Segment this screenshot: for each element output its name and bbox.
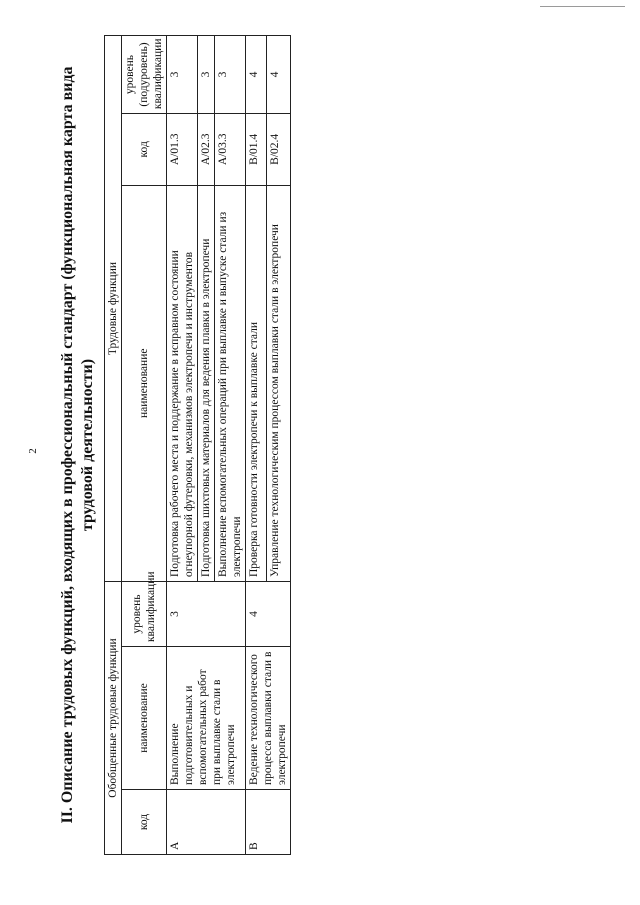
function-code: A — [167, 790, 246, 855]
section-title: II. Описание трудовых функций, входящих в профессиональный стандарт (функциональная карта вида трудовой деятельности) — [59, 66, 96, 824]
labor-function-level: 3 — [215, 36, 246, 114]
scan-edge-mark — [540, 6, 625, 7]
labor-function-level: 4 — [246, 36, 267, 114]
generalized-functions-header: Обобщенные трудовые функции — [105, 582, 122, 855]
tf-code-column-header: код — [122, 114, 167, 185]
functional-map-table — [104, 35, 291, 855]
table-row — [246, 36, 267, 855]
labor-function-level: 4 — [267, 36, 291, 114]
labor-function-name: Подготовка рабочего места и поддержание в исправном состоянии огнеупорной футеровки, механизмов электропечи и инструментов — [167, 185, 198, 581]
labor-functions-header: Трудовые функции — [105, 36, 122, 582]
page-number: 2 — [26, 448, 39, 454]
tf-name-column-header: наименование — [122, 185, 167, 581]
level-column-header: уровень квалификации — [122, 582, 167, 647]
table-row — [167, 36, 198, 855]
labor-function-name: Управление технологическим процессом выплавки стали в электропечи — [267, 185, 291, 581]
labor-function-level: 3 — [198, 36, 215, 114]
function-level: 4 — [246, 582, 291, 647]
labor-function-name: Подготовка шихтовых материалов для ведения плавки в электропечи — [198, 185, 215, 581]
labor-function-code: B/02.4 — [267, 114, 291, 185]
function-level: 3 — [167, 582, 246, 647]
function-name: Выполнение подготовительных и вспомогательных работ при выплавке стали в электропечи — [167, 647, 246, 790]
tf-level-column-header: уровень (подуровень) квалификации — [122, 36, 167, 114]
function-code: B — [246, 790, 291, 855]
rotated-content — [58, 35, 291, 855]
labor-function-code: A/01.3 — [167, 114, 198, 185]
labor-function-code: B/01.4 — [246, 114, 267, 185]
name-column-header: наименование — [122, 647, 167, 790]
code-column-header: код — [122, 790, 167, 855]
labor-function-name: Выполнение вспомогательных операций при выплавке и выпуске стали из электропечи — [215, 185, 246, 581]
labor-function-level: 3 — [167, 36, 198, 114]
function-name: Ведение технологического процесса выплавки стали в электропечи — [246, 647, 291, 790]
labor-function-code: A/03.3 — [215, 114, 246, 185]
labor-function-code: A/02.3 — [198, 114, 215, 185]
labor-function-name: Проверка готовности электропечи к выплавке стали — [246, 185, 267, 581]
